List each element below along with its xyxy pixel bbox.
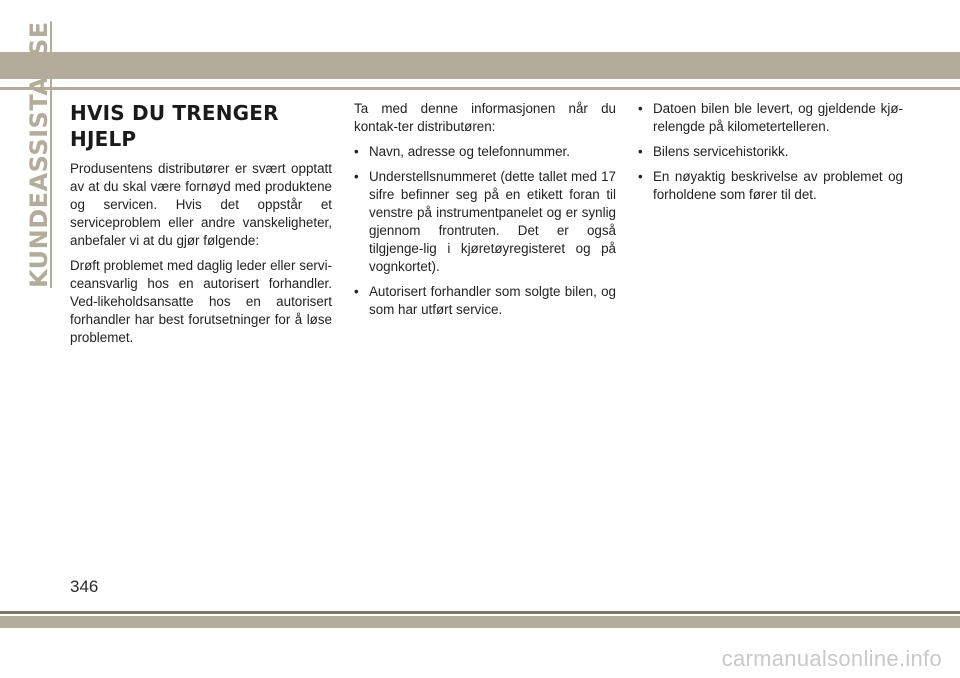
column-1 — [70, 100, 332, 354]
page-title: HVIS DU TRENGER HJELP — [70, 101, 279, 151]
header-rule — [0, 87, 960, 90]
column-2 — [354, 100, 616, 326]
page-number: 346 — [70, 577, 99, 596]
intro-paragraph: Ta med denne informasjonen når du kontak-ter distributøren: — [354, 101, 616, 134]
info-list — [354, 143, 616, 319]
list-item: • En nøyaktig beskrivelse av problemet og forholdene som fører til det. — [638, 168, 903, 204]
column-3 — [638, 100, 903, 211]
paragraph: Drøft problemet med daglig leder eller servi-ceansvarlig hos en autorisert forhandler. Ved-likeholdsansatte hos en autorisert forhandler har best forutsetninger for å løse problemet. — [70, 258, 332, 345]
info-list — [638, 100, 903, 204]
list-item: • Datoen bilen ble levert, og gjeldende kjø-relengde på kilometertelleren. — [638, 100, 903, 136]
list-item: • Autorisert forhandler som solgte bilen, og som har utført service. — [354, 283, 616, 319]
list-item: • Navn, adresse og telefonnummer. — [354, 143, 616, 161]
paragraph: Produsentens distributører er svært opptatt av at du skal være fornøyd med produktene og servicen. Hvis det oppstår et serviceproblem eller andre vanskeligheter, anbefaler vi at du gjør følgende: — [70, 161, 332, 248]
watermark: carmanualsonline.info — [721, 646, 942, 671]
list-item: • Bilens servicehistorikk. — [638, 143, 903, 161]
footer-band — [0, 616, 960, 628]
footer-rule — [0, 611, 960, 614]
section-side-label: KUNDEASSISTANSE — [25, 21, 53, 288]
header-band — [0, 52, 960, 79]
list-item: • Understellsnummeret (dette tallet med 17 sifre befinner seg på en etikett foran til venstre på instrumentpanelet og er synlig gjennom frontruten. Det er også tilgjenge-lig i kjøretøyregisteret og på vognkortet). — [354, 168, 616, 276]
